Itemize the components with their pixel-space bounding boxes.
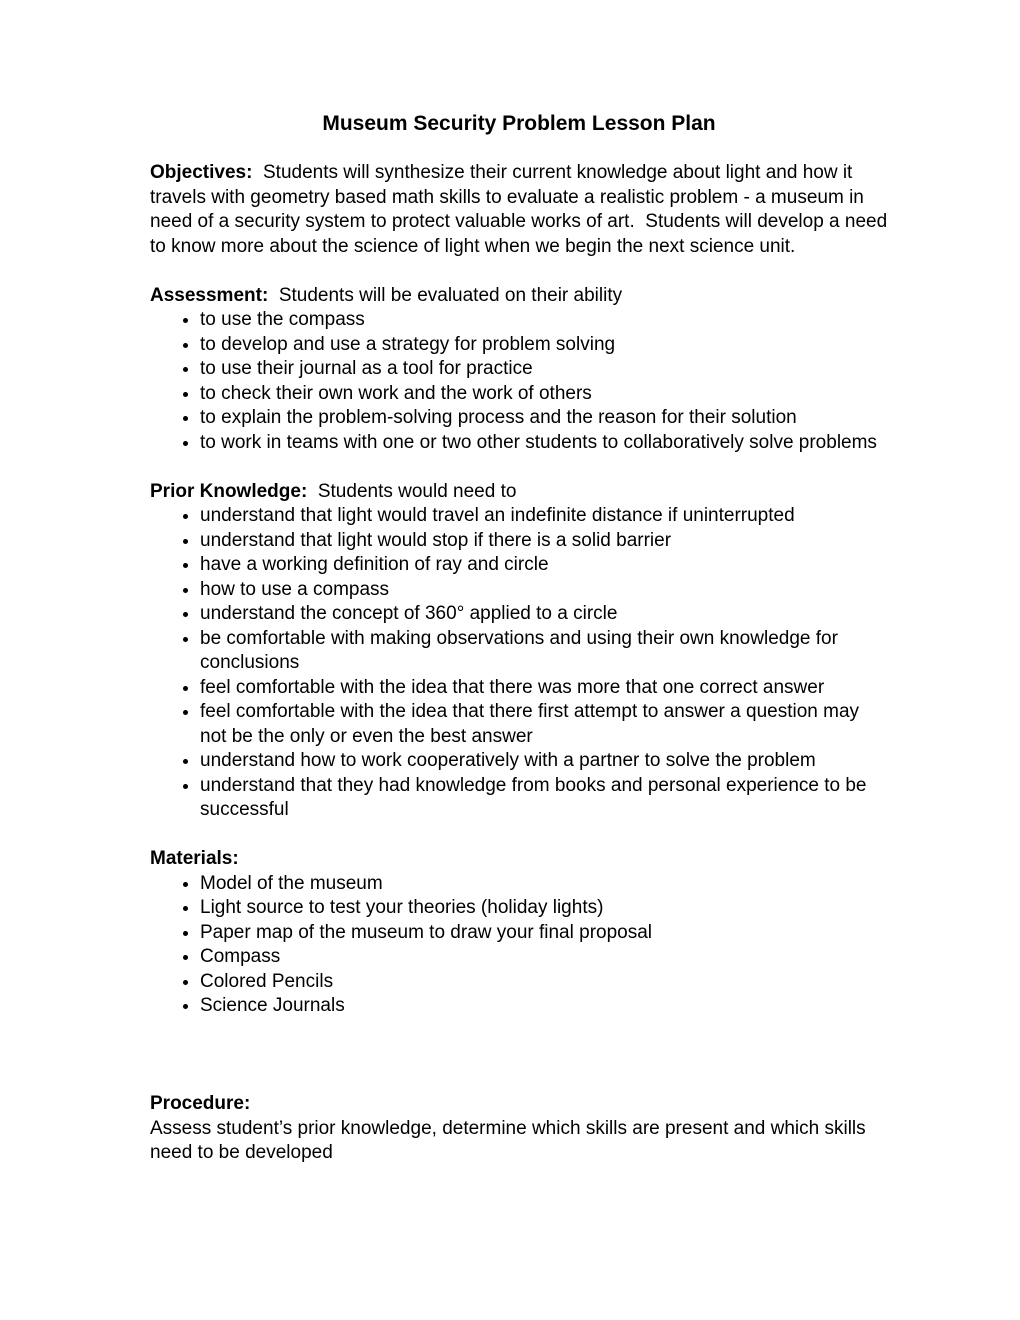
objectives-paragraph: [150, 161, 893, 259]
objectives-body: Students will synthesize their current knowledge about light and how it travels with geometry based math skills to evaluate a realistic problem - a museum in need of a security system to protect valuable works of art. Students will develop a need to know more about the science of light when we begin the next science unit.: [150, 162, 893, 257]
assessment-list: [150, 308, 888, 455]
list-item: • have a working definition of ray and circle: [200, 553, 888, 578]
materials-heading: Materials:: [150, 848, 239, 869]
section-prior-knowledge: [150, 480, 888, 823]
list-item: • understand that they had knowledge from books and personal experience to be successful: [200, 774, 888, 823]
list-item: • feel comfortable with the idea that there was more that one correct answer: [200, 676, 888, 701]
list-item: • Science Journals: [200, 994, 888, 1019]
list-item: • be comfortable with making observations and using their own knowledge for conclusions: [200, 627, 888, 676]
list-item: • how to use a compass: [200, 578, 888, 603]
assessment-heading: Assessment:: [150, 284, 269, 306]
list-item: • Paper map of the museum to draw your final proposal: [200, 921, 888, 946]
prior-knowledge-paragraph: [150, 480, 888, 505]
list-item: • to develop and use a strategy for problem solving: [200, 333, 888, 358]
list-item: • to explain the problem-solving process and the reason for their solution: [200, 406, 888, 431]
materials-list: [150, 872, 888, 1019]
list-item: • to use their journal as a tool for practice: [200, 357, 888, 382]
prior-knowledge-list: [150, 504, 888, 823]
list-item: • Light source to test your theories (holiday lights): [200, 896, 888, 921]
list-item: • feel comfortable with the idea that there first attempt to answer a question may not be the only or even the best answer: [200, 700, 888, 749]
page-title: Museum Security Problem Lesson Plan: [322, 112, 716, 135]
list-item: • understand how to work cooperatively with a partner to solve the problem: [200, 749, 888, 774]
procedure-heading: Procedure:: [150, 1093, 251, 1114]
section-procedure: [150, 1092, 888, 1166]
section-materials: [150, 847, 888, 1019]
section-objectives: [150, 161, 893, 259]
procedure-body: Assess student’s prior knowledge, determine which skills are present and which skills need to be developed: [150, 1117, 871, 1163]
list-item: • understand the concept of 360° applied to a circle: [200, 602, 888, 627]
objectives-heading: Objectives:: [150, 162, 253, 183]
prior-knowledge-heading: Prior Knowledge:: [150, 480, 308, 502]
list-item: • to check their own work and the work of others: [200, 382, 888, 407]
procedure-heading-line: [150, 1092, 888, 1117]
materials-paragraph: [150, 847, 888, 872]
list-item: • Compass: [200, 945, 888, 970]
prior-knowledge-body: Students would need to: [307, 480, 517, 502]
list-item: • to work in teams with one or two other students to collaboratively solve problems: [200, 431, 888, 456]
list-item: • understand that light would travel an indefinite distance if uninterrupted: [200, 504, 888, 529]
list-item: • to use the compass: [200, 308, 888, 333]
assessment-body: Students will be evaluated on their ability: [268, 284, 623, 306]
section-assessment: [150, 284, 888, 456]
list-item: • understand that light would stop if there is a solid barrier: [200, 529, 888, 554]
list-item: • Model of the museum: [200, 872, 888, 897]
assessment-paragraph: [150, 284, 888, 309]
list-item: • Colored Pencils: [200, 970, 888, 995]
